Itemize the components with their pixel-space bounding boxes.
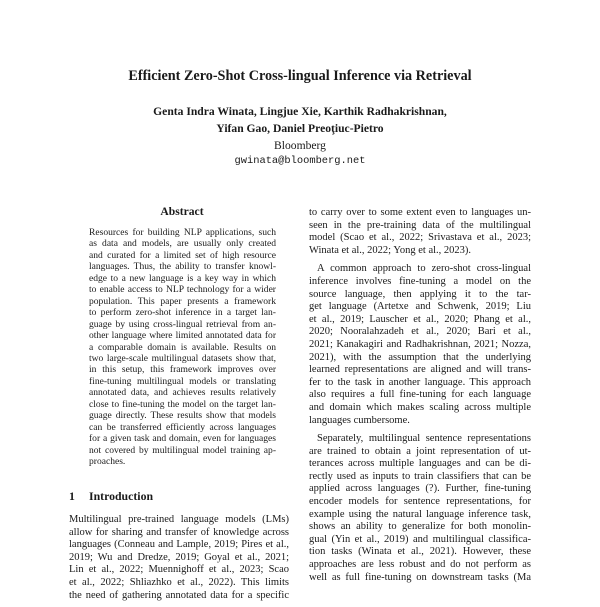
paragraph [309,206,531,256]
text-line: fine-tuning multilingual models or translating [89,375,276,387]
text-line: close to fine-tuning the model on the target lan- [89,398,276,410]
author-line: Yifan Gao, Daniel Preoţiuc-Pietro [216,122,384,135]
text-line: guage by using cross-lingual retrieval from an- [89,318,276,330]
text-line: gual (Yin et al., 2019) and multilingual classifica- [309,533,531,545]
paper-title: Efficient Zero-Shot Cross-lingual Inference via Retrieval [128,68,472,84]
text-line: to perform zero-shot inference in a target lan- [89,307,276,319]
text-line: languages. Thus, the ability to transfer knowl- [89,261,276,273]
text-line: a comparable domain is available. Results on [89,341,276,353]
section-title: Introduction [89,489,154,503]
paragraph [89,227,276,468]
author-line: Genta Indra Winata, Lingjue Xie, Karthik Radhakrishnan, [153,105,447,118]
paragraph [309,262,531,426]
text-line: 2019; Wu and Dredze, 2019; Goyal et al., 2021; [69,551,289,563]
text-line: to enable access to NLP technology for a wider [89,284,276,296]
text-line: for a given task and domain, even for languages [89,433,276,445]
text-line: applied across languages (?). Further, fine-tuning [309,483,531,495]
text-line: well as full fine-tuning on downstream tasks (Ma [309,571,531,583]
text-line: languages (Conneau and Lample, 2019; Pires et al., [69,539,289,551]
text-line: population. This paper presents a framework [89,295,276,307]
text-line: 2021), with the assumption that the underlying [309,351,531,363]
text-line: and domain which makes scaling across multiple [309,401,531,413]
email: gwinata@bloomberg.net [234,155,366,167]
text-line: fer to the task in another language. This approach [309,376,531,388]
text-line: can be transferred efficiently across languages [89,421,276,433]
text-line: approaches are less robust and do not perform as [309,559,531,571]
text-line: example using the natural language inference task, [309,508,531,520]
text-line: Separately, multilingual sentence representations [317,433,531,445]
text-line: other language where limited annotated data for [89,330,276,342]
text-line: rectly used as inputs to train classifiers that can be [309,470,531,482]
text-line: A common approach to zero-shot cross-lingual [317,263,531,275]
text-line: 2020; Nooralahzadeh et al., 2020; Bari et al., [309,326,531,338]
text-line: Resources for building NLP applications, such [89,227,276,238]
text-line: and curated for a limited set of high resource [89,249,276,261]
text-line: get language (Artetxe and Schwenk, 2019; Liu [309,301,531,313]
text-line: allow for sharing and transfer of knowledge across [69,526,289,538]
text-line: are trained to obtain a joint representation of ut- [309,445,531,457]
text-line: not covered by multilingual model training ap- [89,444,276,456]
text-line: to carry over to some extent even to languages un- [309,207,531,218]
paragraph [69,513,289,601]
text-line: as data and models, are usually only created [89,238,276,250]
text-line: source language, then applying it to the tar- [309,288,531,300]
text-line: edge to a new language is a key way in which [89,272,276,284]
text-line: proaches. [89,456,126,468]
text-line: inference involves fine-tuning a model on the [309,275,531,287]
text-line: languages cumbersome. [309,414,410,426]
text-line: model (Scao et al., 2022; Srivastava et al., 2023; [309,232,531,244]
text-line: shows an ability to generalize for both monolin- [309,521,531,533]
paragraph [309,432,531,583]
text-line: Lin et al., 2022; Muennighoff et al., 2023; Scao [69,564,289,576]
text-line: et al., 2022; Shliazhko et al., 2022). This limits [69,576,289,588]
right-column-body [309,206,531,589]
text-line: two large-scale multilingual datasets show that, [89,352,276,364]
text-line: Multilingual pre-trained language models (LMs) [69,514,289,525]
text-line: in this setup, this framework improves over [89,364,276,376]
text-line: encoder models for sentence representations, for [309,496,531,508]
affiliation: Bloomberg [274,139,326,152]
text-line: annotated data, and achieves results relatively [89,387,276,399]
text-line: seen in the pre-training data of the multilingual [309,219,531,231]
text-line: the need of gathering annotated data for a specific [69,589,289,601]
text-line: 2021; Kanakagiri and Radhakrishnan, 2021; Nozza, [309,338,531,350]
text-line: et al., 2019; Lauscher et al., 2020; Phang et al., [309,313,531,325]
text-line: learned representations are aligned and will trans- [309,364,531,376]
left-column-body [69,513,289,607]
abstract-body [89,227,276,474]
section-heading-introduction [69,489,153,504]
text-line: terances across multiple languages and can be di- [309,458,531,470]
section-number: 1 [69,489,75,503]
text-line: tion tasks (Winata et al., 2021). However, these [309,546,531,558]
text-line: guage directly. These results show that models [89,410,276,422]
text-line: Winata et al., 2022; Yong et al., 2023). [309,244,472,256]
abstract-heading: Abstract [160,205,204,218]
text-line: also requires a full fine-tuning for each language [309,389,531,401]
